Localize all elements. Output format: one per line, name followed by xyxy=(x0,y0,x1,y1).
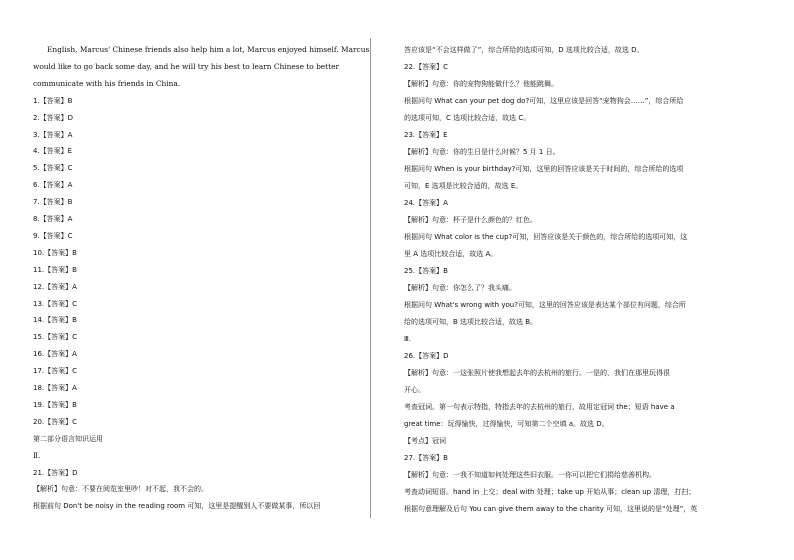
right-text-line: 里 A 选项比较合适，故选 A。 xyxy=(404,250,498,258)
right-text-line: 开心。 xyxy=(404,386,425,394)
answer-line: 14.【答案】B xyxy=(33,316,77,325)
right-text-line: 【解析】句意：你怎么了？我头痛。 xyxy=(404,284,516,292)
right-text-line: 考查冠词。第一句表示特指，特指去年的去杭州的旅行，故用定冠词 the；短语 have a xyxy=(404,403,675,411)
answer-line: 11.【答案】B xyxy=(33,265,77,274)
right-text-line: great time：玩得愉快，过得愉快，可知第二个空填 a。故选 D。 xyxy=(404,420,609,428)
right-text-line: 根据问句 What's wrong with you?可知，这里的回答应该是表达某个部位有问题，综合所 xyxy=(404,301,686,309)
answer-line: 5.【答案】C xyxy=(33,164,73,173)
column-divider xyxy=(370,38,371,518)
right-text-line: 给的选项可知，B 选项比较合适，故选 B。 xyxy=(404,318,538,326)
right-text-line: 24.【答案】A xyxy=(404,199,448,207)
right-text-line: 【考点】冠词 xyxy=(404,437,446,445)
right-text-line: 【解析】句意：你的宠物狗能做什么？他能跳舞。 xyxy=(404,80,558,88)
answer-line: 21.【答案】D xyxy=(33,468,78,477)
right-text-line: 26.【答案】D xyxy=(404,352,449,360)
answer-line: 4.【答案】E xyxy=(33,147,73,156)
answer-line: 20.【答案】C xyxy=(33,417,78,426)
answer-line: 13.【答案】C xyxy=(33,299,78,308)
right-text-line: 27.【答案】B xyxy=(404,454,448,462)
right-text-line: 【解析】句意：一我不知道如何处理这些旧衣服。一你可以把它们捐给慈善机构。 xyxy=(404,471,656,479)
right-text-line: 根据句意理解及后句 You can give them away to the charity 可知，这里说的是“处理”，英 xyxy=(404,505,698,513)
reasoning-line: 根据前句 Don't be noisy in the reading room 可知，这里是提醒别人不要做某事，所以回 xyxy=(33,502,321,511)
answer-line: 2.【答案】D xyxy=(33,113,74,122)
answer-line: 6.【答案】A xyxy=(33,181,73,190)
right-text-line: 23.【答案】E xyxy=(404,131,448,139)
passage-line: would like to go back some day, and he will try his best to learn Chinese to better xyxy=(33,61,340,71)
passage-line: communicate with his friends in China. xyxy=(33,78,181,88)
right-text-line: 25.【答案】B xyxy=(404,267,448,275)
answer-line: 9.【答案】C xyxy=(33,231,73,240)
right-text-line: 【解析】句意：杯子是什么颜色的？红色。 xyxy=(404,216,537,224)
section-roman-numeral: Ⅱ. xyxy=(33,450,41,460)
answer-line: 17.【答案】C xyxy=(33,367,78,376)
right-text-line: 根据问句 What color is the cup?可知，回答应该是关于颜色的，综合所给的选项可知，这 xyxy=(404,233,688,241)
right-text-line: 【解析】句意：一这张照片使我想起去年的去杭州的旅行。一是的，我们在那里玩得很 xyxy=(404,369,670,377)
answer-line: 10.【答案】B xyxy=(33,248,77,257)
answer-line: 8.【答案】A xyxy=(33,215,73,223)
section-title: 第二部分语言知识运用 xyxy=(33,434,103,443)
answer-line: 15.【答案】C xyxy=(33,333,78,342)
right-text-line: 答应该是“不会这样做了”，综合所给的选项可知，D 选项比较合适，故选 D。 xyxy=(404,46,644,54)
right-text-line: 的选项可知，C 选项比较合适，故选 C。 xyxy=(404,114,531,122)
answer-line: 3.【答案】A xyxy=(33,130,73,139)
right-text-line: 22.【答案】C xyxy=(404,63,449,71)
right-text-line: 根据问句 When is your birthday?可知，这里的回答应该是关于时间的，综合所给的选项 xyxy=(404,165,684,173)
answer-line: 16.【答案】A xyxy=(33,350,77,359)
answer-line: 7.【答案】B xyxy=(33,198,73,207)
analysis-line: 【解析】句意：不要在阅览室里吵！对不起，我不会的。 xyxy=(33,485,208,494)
right-text-line: 考查动词短语。hand in 上交；deal with 处理；take up 开始从事；clean up 清理，打扫； xyxy=(404,488,696,496)
right-text-line: 可知，E 选项是比较合适的，故选 E。 xyxy=(404,182,523,190)
answer-line: 12.【答案】A xyxy=(33,282,77,291)
answer-line: 18.【答案】A xyxy=(33,384,77,392)
answer-line: 19.【答案】B xyxy=(33,400,77,409)
answer-line: 1.【答案】B xyxy=(33,96,73,105)
passage-line: English, Marcus' Chinese friends also help him a lot, Marcus enjoyed himself. Marcus xyxy=(47,45,370,54)
right-text-line: 根据问句 What can your pet dog do?可知，这里应该是回答“宠物狗会……”，综合所给 xyxy=(404,97,684,105)
right-text-line: Ⅲ. xyxy=(404,335,412,343)
right-text-line: 【解析】句意：你的生日是什么时候？5 月 1 日。 xyxy=(404,148,560,156)
